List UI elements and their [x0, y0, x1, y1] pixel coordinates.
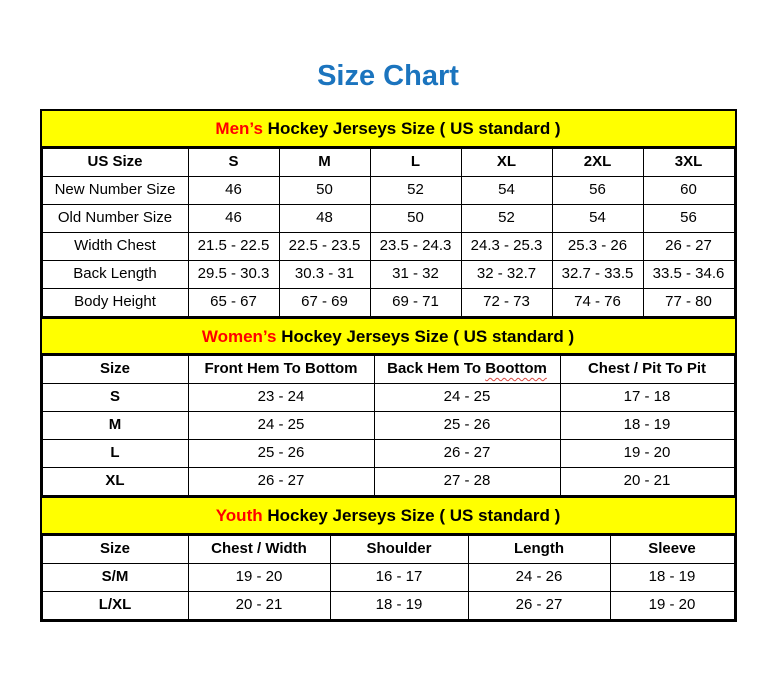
size-value-cell: 60: [643, 176, 734, 204]
womens-header-row: [42, 356, 734, 384]
table-row: [42, 260, 734, 288]
size-value-cell: 27 - 28: [374, 468, 560, 496]
size-value-cell: 72 - 73: [461, 288, 552, 316]
row-label: S: [42, 384, 188, 412]
size-value-cell: 21.5 - 22.5: [188, 232, 279, 260]
size-value-cell: 33.5 - 34.6: [643, 260, 734, 288]
size-value-cell: 20 - 21: [188, 591, 330, 619]
column-header: 3XL: [643, 148, 734, 176]
size-value-cell: 52: [461, 204, 552, 232]
table-row: [42, 468, 734, 496]
column-header: Size: [42, 356, 188, 384]
size-value-cell: 29.5 - 30.3: [188, 260, 279, 288]
size-value-cell: 25.3 - 26: [552, 232, 643, 260]
page-title: Size Chart: [317, 60, 459, 92]
size-value-cell: 26 - 27: [188, 468, 374, 496]
size-value-cell: 17 - 18: [560, 384, 734, 412]
size-value-cell: 19 - 20: [188, 563, 330, 591]
size-value-cell: 46: [188, 176, 279, 204]
row-label: Body Height: [42, 288, 188, 316]
column-header: L: [370, 148, 461, 176]
youth-size-table: [42, 535, 735, 620]
size-value-cell: 30.3 - 31: [279, 260, 370, 288]
column-header: Chest / Pit To Pit: [560, 356, 734, 384]
row-label: L: [42, 440, 188, 468]
size-value-cell: 50: [279, 176, 370, 204]
size-value-cell: 19 - 20: [610, 591, 734, 619]
row-label: Width Chest: [42, 232, 188, 260]
row-label: M: [42, 412, 188, 440]
size-value-cell: 26 - 27: [374, 440, 560, 468]
column-header: S: [188, 148, 279, 176]
size-value-cell: 26 - 27: [643, 232, 734, 260]
youth-section-header: [42, 496, 735, 535]
column-header: XL: [461, 148, 552, 176]
column-header: 2XL: [552, 148, 643, 176]
womens-section-title-rest: Hockey Jerseys Size ( US standard ): [276, 326, 575, 346]
size-value-cell: 48: [279, 204, 370, 232]
size-value-cell: 32 - 32.7: [461, 260, 552, 288]
row-label: New Number Size: [42, 176, 188, 204]
size-value-cell: 31 - 32: [370, 260, 461, 288]
size-value-cell: 54: [552, 204, 643, 232]
youth-section-title-rest: Hockey Jerseys Size ( US standard ): [262, 506, 561, 526]
size-value-cell: 25 - 26: [374, 412, 560, 440]
table-row: [42, 563, 734, 591]
size-value-cell: 65 - 67: [188, 288, 279, 316]
table-row: [42, 440, 734, 468]
row-label: L/XL: [42, 591, 188, 619]
column-header: Front Hem To Bottom: [188, 356, 374, 384]
size-value-cell: 24 - 26: [468, 563, 610, 591]
column-header: Length: [468, 535, 610, 563]
mens-header-row: [42, 148, 734, 176]
size-value-cell: 25 - 26: [188, 440, 374, 468]
table-row: [42, 232, 734, 260]
mens-section-highlight: Men’s: [215, 119, 263, 138]
mens-section-header: [42, 111, 735, 148]
table-row: [42, 204, 734, 232]
mens-size-table: [42, 148, 735, 317]
column-header-text: Back Hem To: [387, 360, 486, 378]
size-value-cell: 16 - 17: [330, 563, 468, 591]
table-row: [42, 412, 734, 440]
table-row: [42, 176, 734, 204]
youth-header-row: [42, 535, 734, 563]
size-value-cell: 52: [370, 176, 461, 204]
column-header: Chest / Width: [188, 535, 330, 563]
size-value-cell: 69 - 71: [370, 288, 461, 316]
mens-section-title-rest: Hockey Jerseys Size ( US standard ): [262, 119, 561, 138]
column-header-misspelled: [374, 356, 560, 384]
size-value-cell: 24 - 25: [188, 412, 374, 440]
column-header: Size: [42, 535, 188, 563]
table-row: [42, 384, 734, 412]
size-value-cell: 32.7 - 33.5: [552, 260, 643, 288]
size-value-cell: 18 - 19: [560, 412, 734, 440]
row-label: S/M: [42, 563, 188, 591]
size-value-cell: 19 - 20: [560, 440, 734, 468]
womens-size-table: [42, 355, 735, 496]
row-label: Back Length: [42, 260, 188, 288]
size-value-cell: 18 - 19: [330, 591, 468, 619]
column-header: Sleeve: [610, 535, 734, 563]
row-label: Old Number Size: [42, 204, 188, 232]
size-value-cell: 56: [643, 204, 734, 232]
table-row: [42, 591, 734, 619]
womens-section-header: [42, 317, 735, 356]
table-row: [42, 288, 734, 316]
size-value-cell: 56: [552, 176, 643, 204]
size-value-cell: 67 - 69: [279, 288, 370, 316]
size-value-cell: 24.3 - 25.3: [461, 232, 552, 260]
size-value-cell: 77 - 80: [643, 288, 734, 316]
size-value-cell: 74 - 76: [552, 288, 643, 316]
size-value-cell: 20 - 21: [560, 468, 734, 496]
column-header: Shoulder: [330, 535, 468, 563]
womens-section-highlight: Women’s: [201, 326, 277, 346]
size-value-cell: 23.5 - 24.3: [370, 232, 461, 260]
misspelled-word: Boottom: [485, 360, 547, 378]
size-value-cell: 24 - 25: [374, 384, 560, 412]
column-header: US Size: [42, 148, 188, 176]
size-value-cell: 22.5 - 23.5: [279, 232, 370, 260]
size-value-cell: 46: [188, 204, 279, 232]
youth-section-highlight: Youth: [215, 506, 263, 526]
size-value-cell: 50: [370, 204, 461, 232]
size-chart: [40, 109, 737, 622]
size-value-cell: 23 - 24: [188, 384, 374, 412]
size-value-cell: 26 - 27: [468, 591, 610, 619]
column-header: M: [279, 148, 370, 176]
size-value-cell: 18 - 19: [610, 563, 734, 591]
size-value-cell: 54: [461, 176, 552, 204]
row-label: XL: [42, 468, 188, 496]
